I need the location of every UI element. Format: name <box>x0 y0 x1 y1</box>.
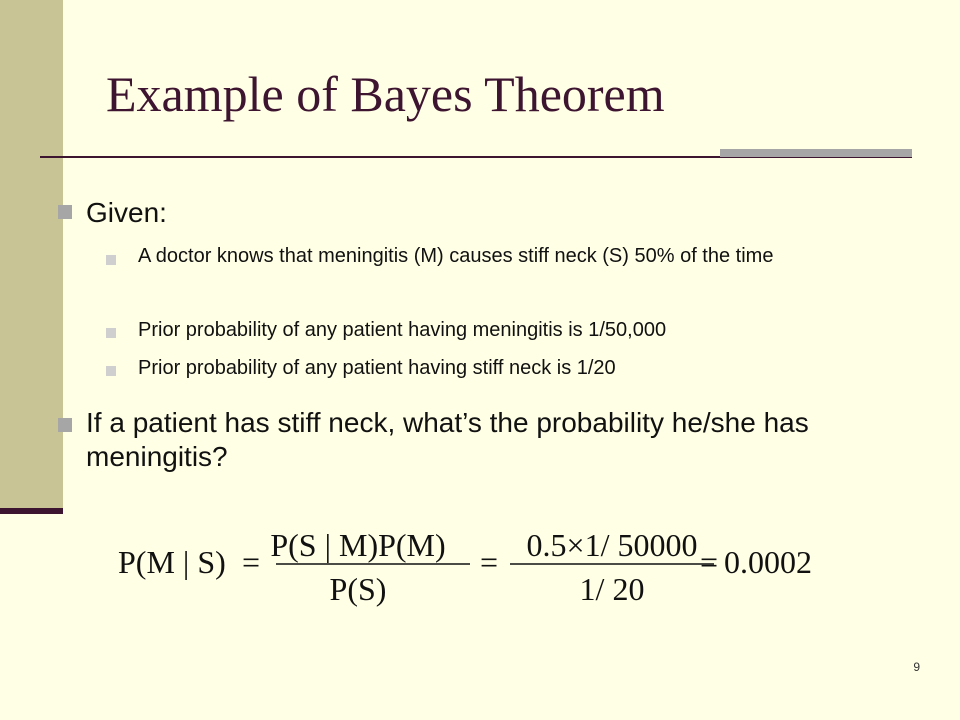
sub-bullet-square-icon <box>106 366 116 376</box>
bullet-square-icon <box>58 418 72 432</box>
title-underline-accent <box>720 149 912 157</box>
fact-item: Prior probability of any patient having stiff neck is 1/20 <box>138 357 616 379</box>
left-decorative-bar <box>0 0 63 510</box>
bullet-square-icon <box>58 205 72 219</box>
formula-equals: = <box>242 544 261 580</box>
fact-item: Prior probability of any patient having meningitis is 1/50,000 <box>138 319 667 341</box>
formula-frac2-denominator: 1/ 20 <box>579 571 645 607</box>
formula-equals: = <box>700 544 719 580</box>
formula-frac1-denominator: P(S) <box>329 571 387 607</box>
sub-bullet-square-icon <box>106 328 116 338</box>
given-label: Given: <box>86 197 167 228</box>
formula-lhs: P(M | S) <box>118 544 226 580</box>
slide-number: 9 <box>913 660 920 674</box>
left-bar-bottom-accent <box>0 508 63 514</box>
sub-bullet-square-icon <box>106 255 116 265</box>
formula-result: 0.0002 <box>724 544 812 580</box>
bayes-formula <box>110 518 830 608</box>
question-text: If a patient has stiff neck, what’s the probability he/she has meningitis? <box>86 407 809 472</box>
formula-equals: = <box>480 544 499 580</box>
formula-frac1-numerator: P(S | M)P(M) <box>270 527 446 563</box>
slide-title: Example of Bayes Theorem <box>106 66 665 122</box>
formula-frac2-numerator: 0.5×1/ 50000 <box>526 527 698 563</box>
fact-item: A doctor knows that meningitis (M) causes stiff neck (S) 50% of the time <box>138 245 774 267</box>
